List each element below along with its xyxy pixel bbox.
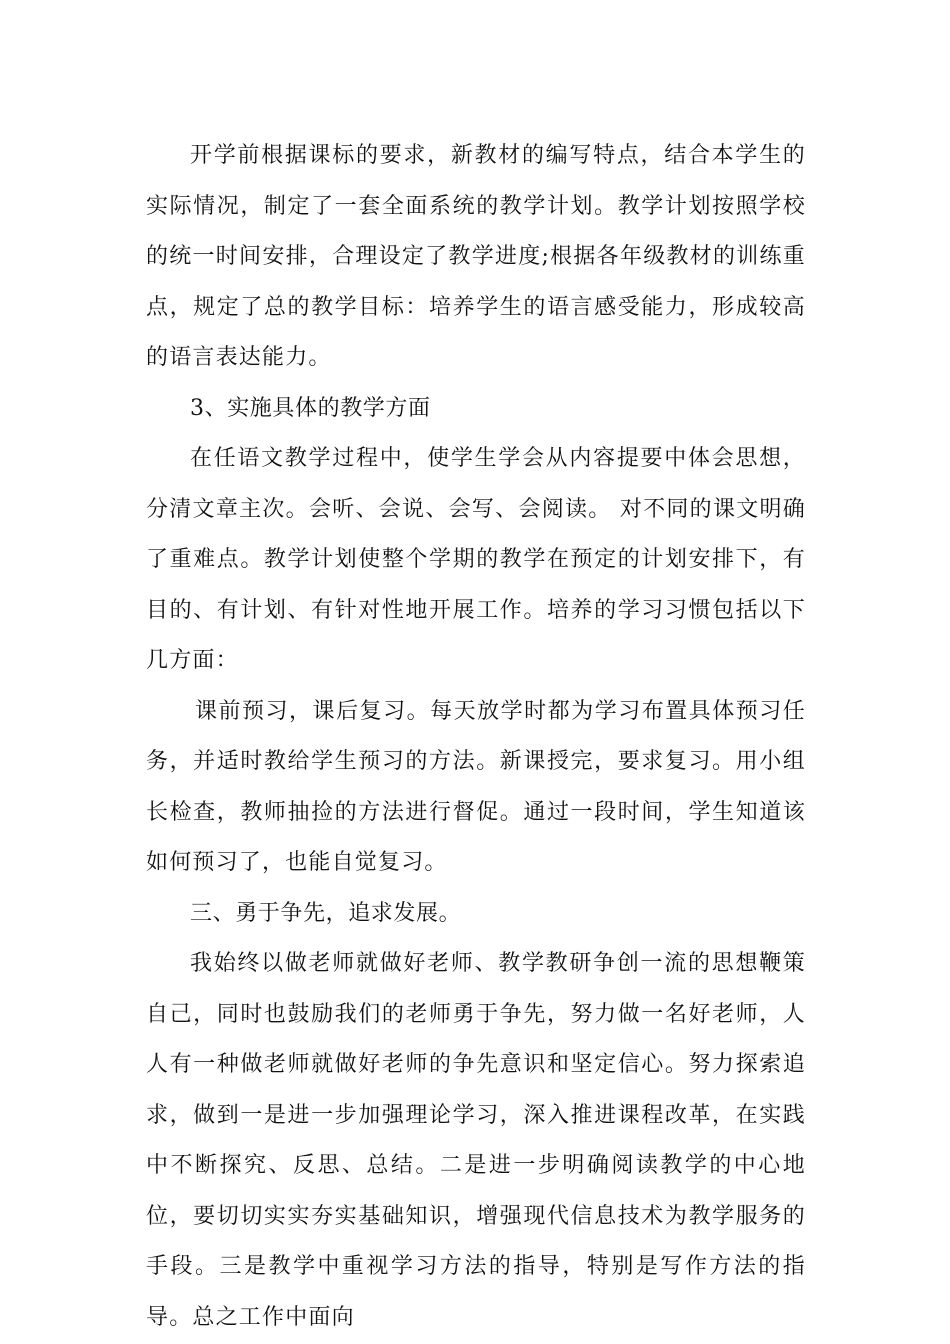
paragraph-chinese-teaching: 在任语文教学过程中，使学生学会从内容提要中体会思想，分清文章主次。会听、会说、会写、会阅读。 对不同的课文明确了重难点。教学计划使整个学期的教学在预定的计划安排下，有目的、有计划、有针对性地开展工作。培养的学习习惯包括以下几方面： bbox=[146, 446, 806, 673]
paragraph-teaching-plan: 开学前根据课标的要求，新教材的编写特点，结合本学生的实际情况，制定了一套全面系统的教学计划。教学计划按照学校的统一时间安排，合理设定了教学进度;根据各年级教材的训练重点，规定了总的教学目标：培养学生的语言感受能力，形成较高的语言表达能力。 bbox=[146, 143, 806, 370]
paragraph-preview-review: 课前预习，课后复习。每天放学时都为学习布置具体预习任务，并适时教给学生预习的方法。新课授完，要求复习。用小组长检查，教师抽捡的方法进行督促。通过一段时间，学生知道该如何预习了，也能自觉复习。 bbox=[146, 698, 806, 875]
paragraph-strive-development: 我始终以做老师就做好老师、教学教研争创一流的思想鞭策自己，同时也鼓励我们的老师勇于争先，努力做一名好老师，人人有一种做老师就做好老师的争先意识和坚定信心。努力探索追求，做到一是进一步加强理论学习，深入推进课程改革，在实践中不断探究、反思、总结。二是进一步明确阅读教学的中心地位，要切切实实夯实基础知识，增强现代信息技术为教学服务的手段。三是教学中重视学习方法的指导，特别是写作方法的指导。总之工作中面向 bbox=[146, 951, 806, 1330]
section-heading-strive-first: 三、勇于争先，追求发展。 bbox=[190, 900, 462, 926]
section-heading-implementation: 3、实施具体的教学方面 bbox=[190, 395, 431, 421]
document-body bbox=[146, 131, 806, 1343]
